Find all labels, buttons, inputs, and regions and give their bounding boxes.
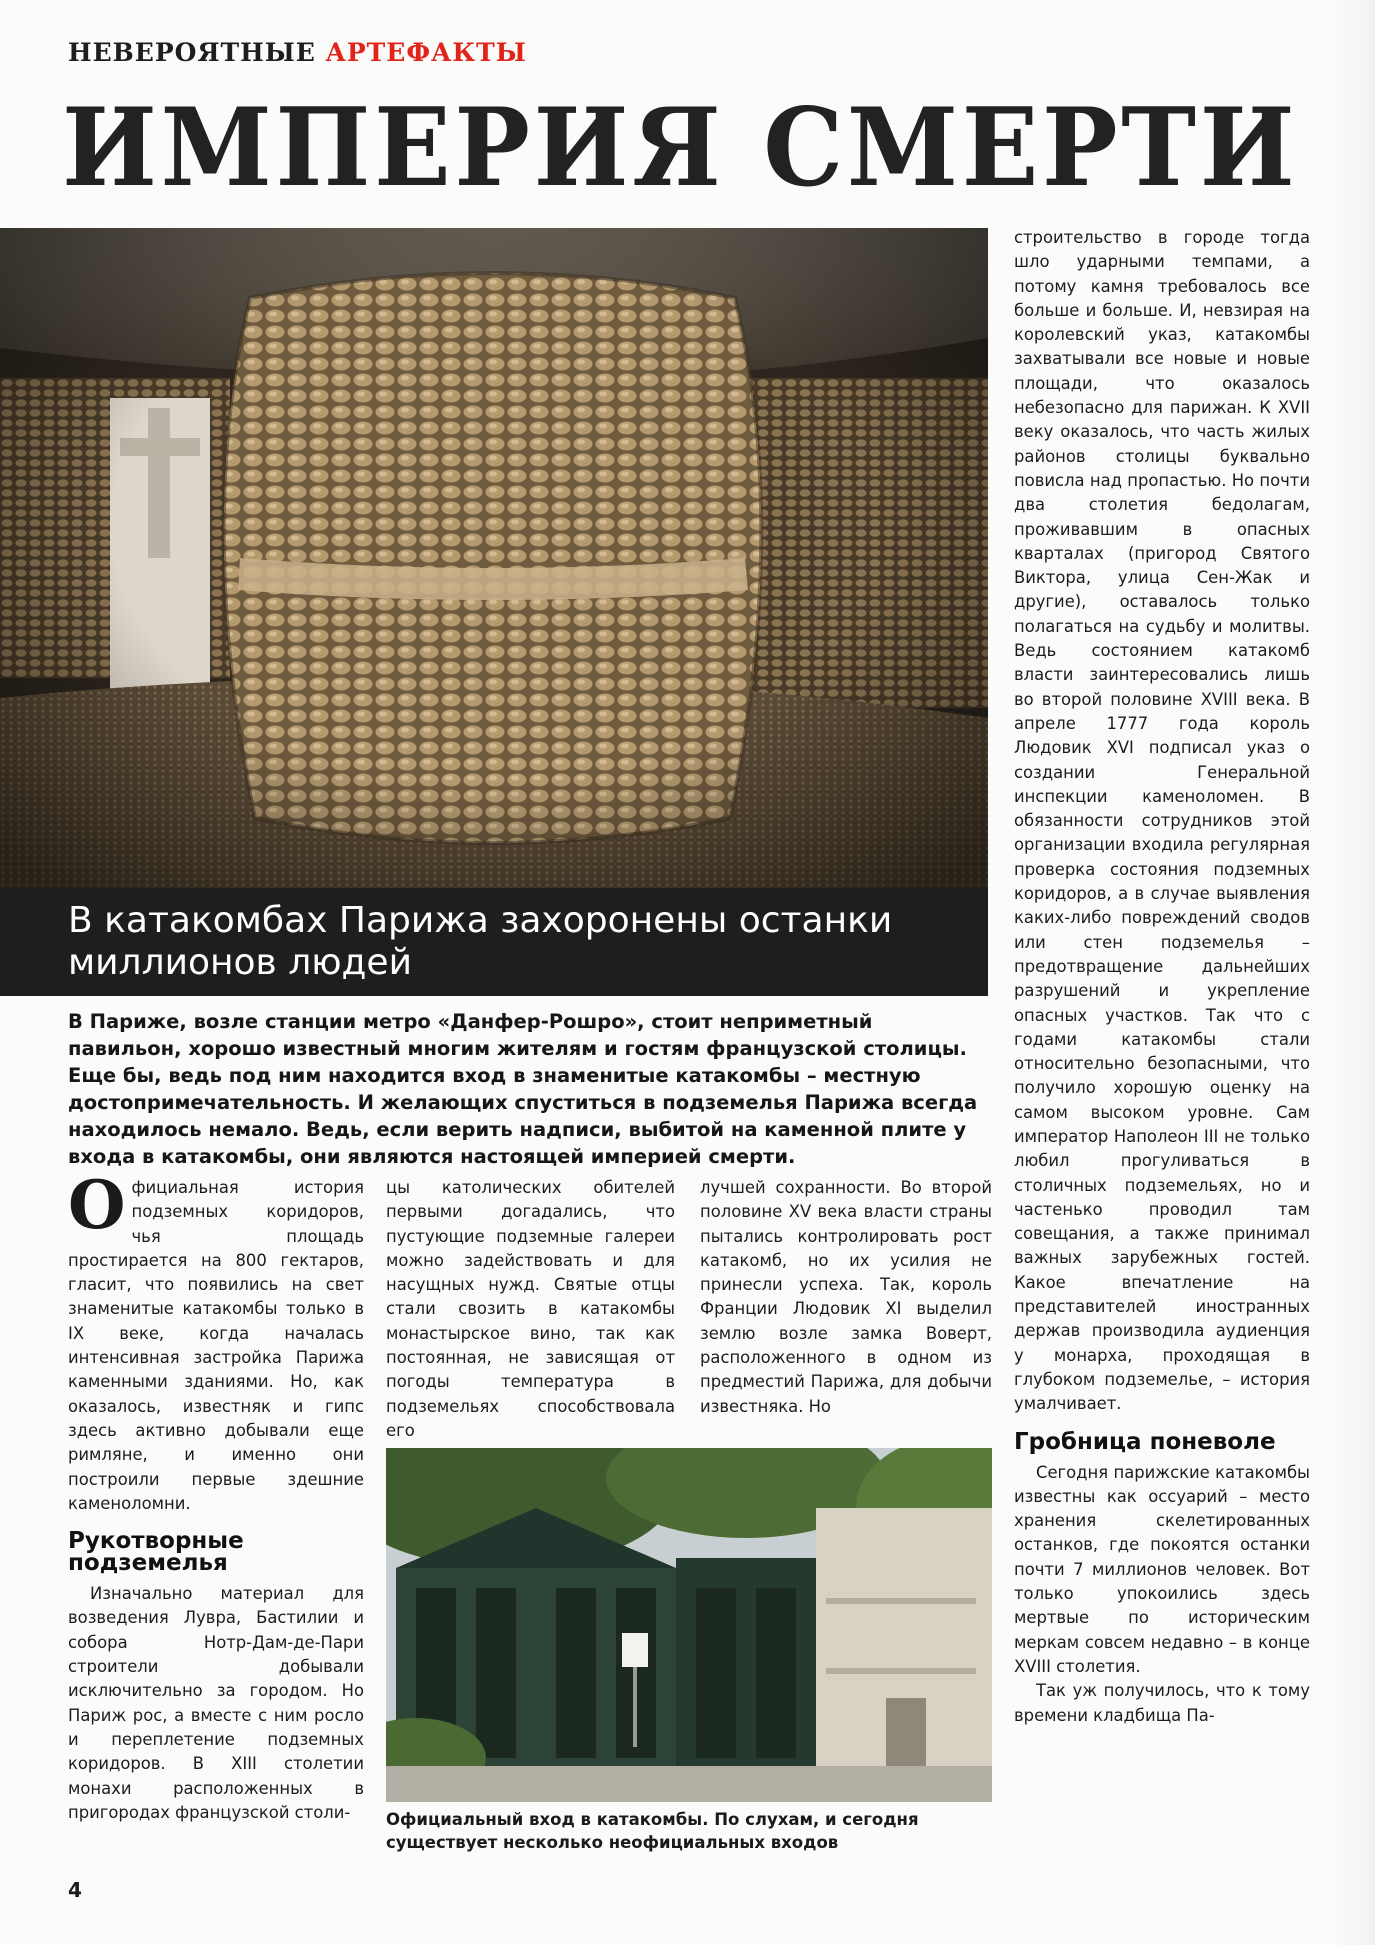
paragraph bbox=[68, 1166, 364, 1516]
catacomb-entrance-photo bbox=[386, 1448, 992, 1802]
entrance-photo-caption: Официальный вход в катакомбы. По слухам, и сегодня существует несколько неофициальных входов bbox=[386, 1810, 919, 1852]
article-title: ИМПЕРИЯ СМЕРТИ bbox=[62, 85, 1299, 211]
section-label-part1: НЕВЕРОЯТНЫЕ bbox=[68, 38, 326, 67]
main-photo-caption: В катакомбах Парижа захоронены останки миллионов людей bbox=[0, 888, 988, 996]
page-number: 4 bbox=[68, 1878, 82, 1902]
subheading: Гробница поневоле bbox=[1014, 1428, 1276, 1455]
paragraph: цы католических обителей первыми догадались, что пустующие подземные галереи можно задействовать и для насущных нужд. Святые отцы стали свозить в катакомбы монастырское вино, так как постоянная, не зависящая от погоды температура в подземельях способствовала его bbox=[386, 1178, 675, 1440]
drop-cap: О bbox=[68, 1166, 126, 1244]
paragraph: лучшей сохранности. Во второй половине XV века власти страны пытались контролировать рост катакомб, но их усилия не принесли успеха. Так, король Франции Людовик XI выделил землю возле замка Воверт, расположенного в одном из предместий Парижа, для добычи известняка. Но bbox=[700, 1178, 992, 1416]
paragraph: строительство в городе тогда шло ударными темпами, а потому камня требовалось все больше и больше. И, невзирая на королевский указ, катакомбы захватывали все новые и новые площади, что оказалось небезопасно для парижан. К XVII веку оказалось, что часть жилых районов столицы буквально повисла над пропастью. Но почти два столетия бедолагам, проживавшим в опасных кварталах (пригород Святого Виктора, улица Сен-Жак и другие), оставалось только полагаться на судьбу и молитвы. Ведь состоянием катакомб власти заинтересовались лишь во второй половине XVIII века. В апреле 1777 года король Людовик XVI подписал указ о создании Генеральной инспекции каменоломен. В обязанности сотрудников этой организации входила регулярная проверка состояния подземных коридоров, а в случае выявления каких-либо повреждений сводов или стен подземелья – предотвращение дальнейших разрушений и укрепление опасных участков. Так что с годами катакомбы стали относительно безопасными, что получило хорошую оценку на самом высоком уровне. Сам император Наполеон III не только любил прогуливаться в столичных подземельях, но и частенько проводил там совещания, а также принимал важных зарубежных гостей. Какое впечатление на представителей иностранных держав производила аудиенция у монарха, проходящая в глубоком подземелье, – история умалчивает. bbox=[1014, 228, 1310, 1414]
subheading: Рукотворные подземелья bbox=[68, 1528, 244, 1577]
paragraph: Сегодня парижские катакомбы известны как оссуарий – место хранения скелетированных останков, где покоятся останки почти 7 миллионов человек. Вот только упокоились здесь мертвые по историческим меркам совсем недавно – в конце XVIII столетия. bbox=[1014, 1462, 1310, 1676]
paragraph: Так уж получилось, что к тому времени кладбища Па- bbox=[1014, 1681, 1310, 1725]
article-lead: В Париже, возле станции метро «Данфер-Рошро», стоит неприметный павильон, хорошо известный многим жителям и гостям французской столицы. Еще бы, ведь под ним находится вход в знаменитые катакомбы – местную достопримечательность. И желающих спуститься в подземелья Парижа всегда находилось немало. Ведь, если верить надписи, выбитой на каменной плите у входа в катакомбы, они являются настоящей империей смерти. bbox=[68, 1010, 978, 1168]
text-column-2 bbox=[386, 1176, 675, 1443]
text-column-4 bbox=[1014, 226, 1310, 1728]
text-column-1 bbox=[68, 1166, 364, 1825]
catacomb-ossuary-photo bbox=[0, 228, 988, 888]
page-edge-shadow bbox=[1335, 0, 1375, 1945]
text-column-3 bbox=[700, 1176, 992, 1419]
paragraph-text: фициальная история подземных коридоров, чья площадь простирается на 800 гектаров, гласит, что появились на свет знаменитые катакомбы только в IX веке, когда началась интенсивная застройка Парижа каменными зданиями. Но, как оказалось, известняк и гипс здесь активно добывали еще римляне, и именно они построили первые здешние каменоломни. bbox=[68, 1178, 364, 1513]
section-label bbox=[68, 38, 527, 67]
paragraph: Изначально материал для возведения Лувра, Бастилии и собора Нотр-Дам-де-Пари строители добывали исключительно за городом. Но Париж рос, а вместе с ним росло и переплетение подземных коридоров. В XIII столетии монахи расположенных в пригородах французской столи- bbox=[68, 1584, 364, 1822]
section-label-part2: АРТЕФАКТЫ bbox=[325, 38, 527, 67]
